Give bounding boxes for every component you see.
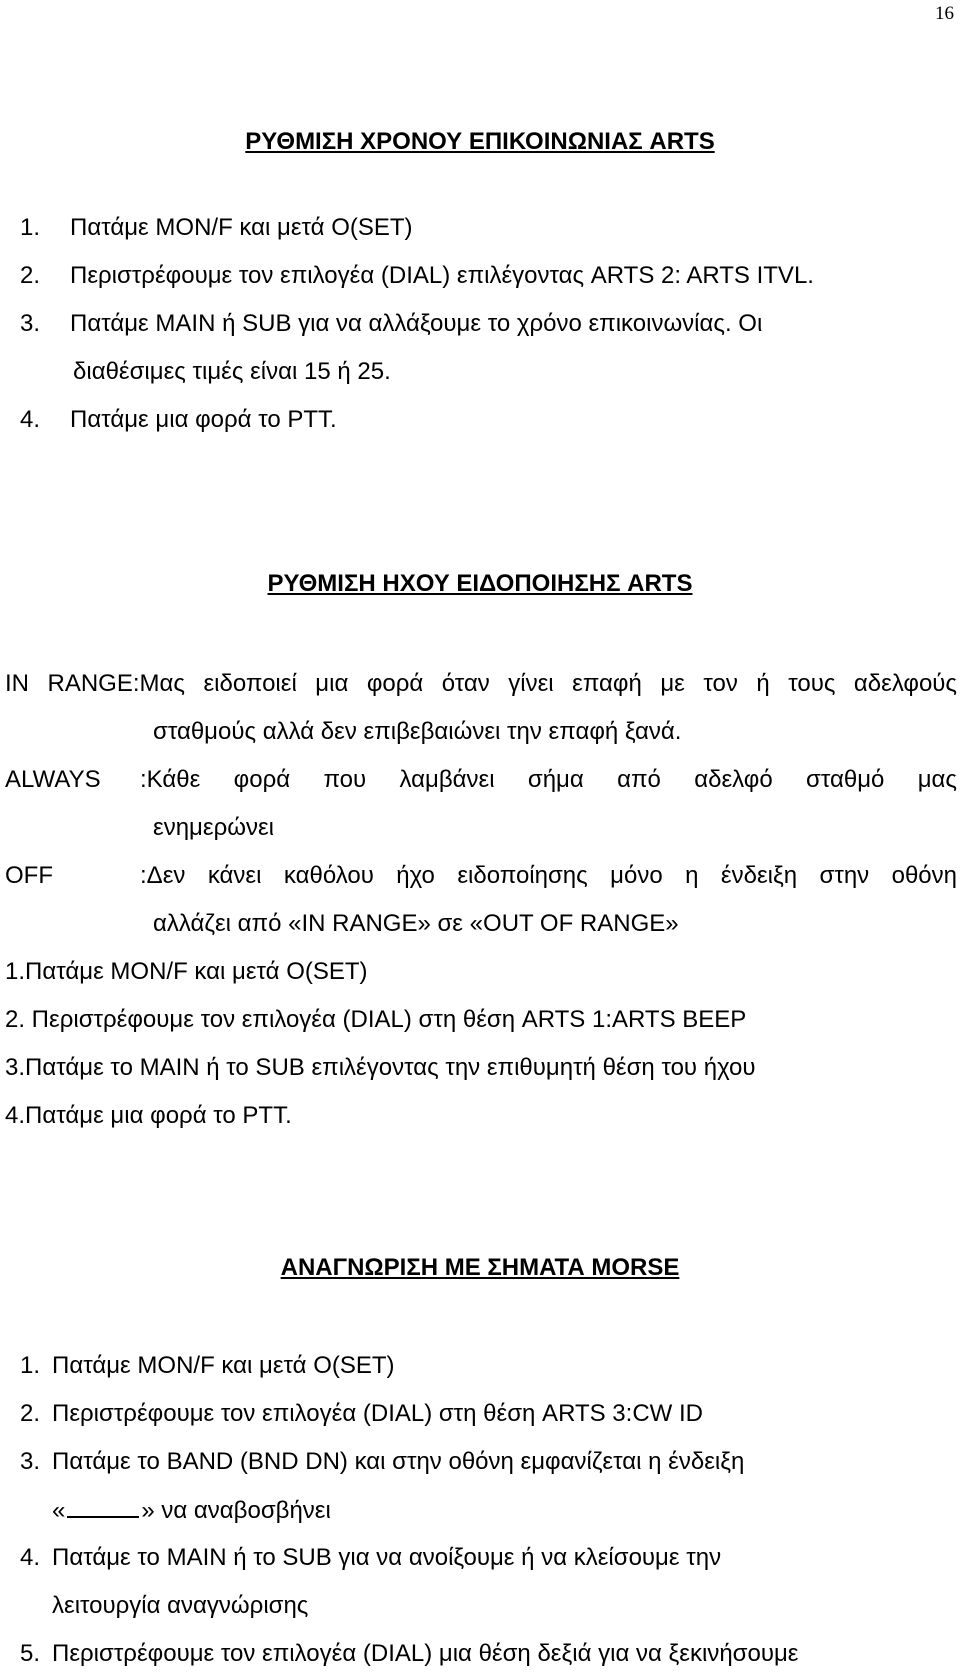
list-item: 3.Πατάμε το MAIN ή το SUB επιλέγοντας την επιθυμητή θέση του ήχου (5, 1054, 756, 1081)
list-item-continuation (52, 1496, 331, 1525)
list-item-number: 4. (20, 406, 41, 433)
list-item (20, 1448, 744, 1476)
list-item-text: Περιστρέφουμε τον επιλογέα (DIAL) μια θέση δεξιά για να ξεκινήσουμε (52, 1640, 799, 1667)
quote-open: « (52, 1497, 66, 1524)
page-number: 16 (935, 3, 954, 24)
section-heading-morse-id: ΑΝΑΓΝΩΡΙΣΗ ΜΕ ΣΗΜΑΤΑ MORSE (280, 1254, 680, 1281)
quote-close-text: » να αναβοσβήνει (141, 1497, 331, 1524)
list-item (20, 406, 337, 434)
definition-continuation: αλλάζει από «IN RANGE» σε «OUT OF RANGE» (153, 910, 679, 937)
list-item (20, 1544, 721, 1572)
definition-always (5, 766, 957, 794)
list-item-text: Πατάμε το BAND (BND DN) και στην οθόνη εμφανίζεται η ένδειξη (52, 1448, 745, 1475)
list-item (20, 1640, 798, 1668)
list-item (20, 214, 413, 242)
blank-underline (67, 1496, 139, 1518)
definition-term: ALWAYS (5, 766, 101, 793)
list-item: 1.Πατάμε MON/F και μετά O(SET) (5, 958, 368, 985)
list-item-number: 2. (20, 262, 41, 289)
definition-text: :Κάθε φορά που λαμβάνει σήμα από αδελφό σταθμό μας (140, 766, 957, 793)
list-item-number: 1. (20, 1352, 41, 1379)
list-item-text: Πατάμε μια φορά το PTT. (70, 406, 337, 433)
definition-term: IN RANGE: (5, 670, 140, 697)
definition-text: :Δεν κάνει καθόλου ήχο ειδοποίησης μόνο η ένδειξη στην οθόνη (140, 862, 957, 889)
list-item-continuation: διαθέσιμες τιμές είναι 15 ή 25. (73, 358, 391, 385)
list-item-number: 2. (20, 1400, 41, 1427)
list-item-number: 4. (20, 1544, 41, 1571)
list-item-text: Πατάμε MAIN ή SUB για να αλλάξουμε το χρόνο επικοινωνίας. Οι (70, 310, 763, 337)
definition-in-range (5, 670, 957, 698)
list-item-text: Περιστρέφουμε τον επιλογέα (DIAL) επιλέγοντας ARTS 2: ARTS ITVL. (70, 262, 814, 289)
list-item (20, 310, 762, 338)
list-item-text: Πατάμε MON/F και μετά O(SET) (52, 1352, 395, 1379)
section-heading-arts-time: ΡΥΘΜΙΣΗ ΧΡΟΝΟΥ ΕΠΙΚΟΙΝΩΝΙΑΣ ARTS (245, 128, 715, 155)
list-item-number: 5. (20, 1640, 41, 1667)
list-item (20, 262, 814, 290)
definition-continuation: σταθμούς αλλά δεν επιβεβαιώνει την επαφή ξανά. (153, 718, 682, 745)
list-item-text: Πατάμε το MAIN ή το SUB για να ανοίξουμε ή να κλείσουμε την (52, 1544, 722, 1571)
definition-term: OFF (5, 862, 53, 889)
list-item-number: 1. (20, 214, 41, 241)
list-item-continuation: λειτουργία αναγνώρισης (52, 1592, 309, 1619)
definition-off (5, 862, 957, 890)
list-item-text: Πατάμε MON/F και μετά O(SET) (70, 214, 413, 241)
definition-continuation: ενημερώνει (153, 814, 274, 841)
list-item-number: 3. (20, 1448, 41, 1475)
list-item: 4.Πατάμε μια φορά το PTT. (5, 1102, 292, 1129)
list-item (20, 1352, 395, 1380)
list-item-text: Περιστρέφουμε τον επιλογέα (DIAL) στη θέση ARTS 3:CW ID (52, 1400, 703, 1427)
list-item-number: 3. (20, 310, 41, 337)
section-heading-arts-beep: ΡΥΘΜΙΣΗ ΗΧΟΥ ΕΙΔΟΠΟΙΗΣΗΣ ARTS (267, 570, 693, 597)
list-item (20, 1400, 703, 1428)
definition-text: Μας ειδοποιεί μια φορά όταν γίνει επαφή με τον ή τους αδελφούς (139, 670, 957, 697)
list-item: 2. Περιστρέφουμε τον επιλογέα (DIAL) στη θέση ARTS 1:ARTS BEEP (5, 1006, 747, 1033)
